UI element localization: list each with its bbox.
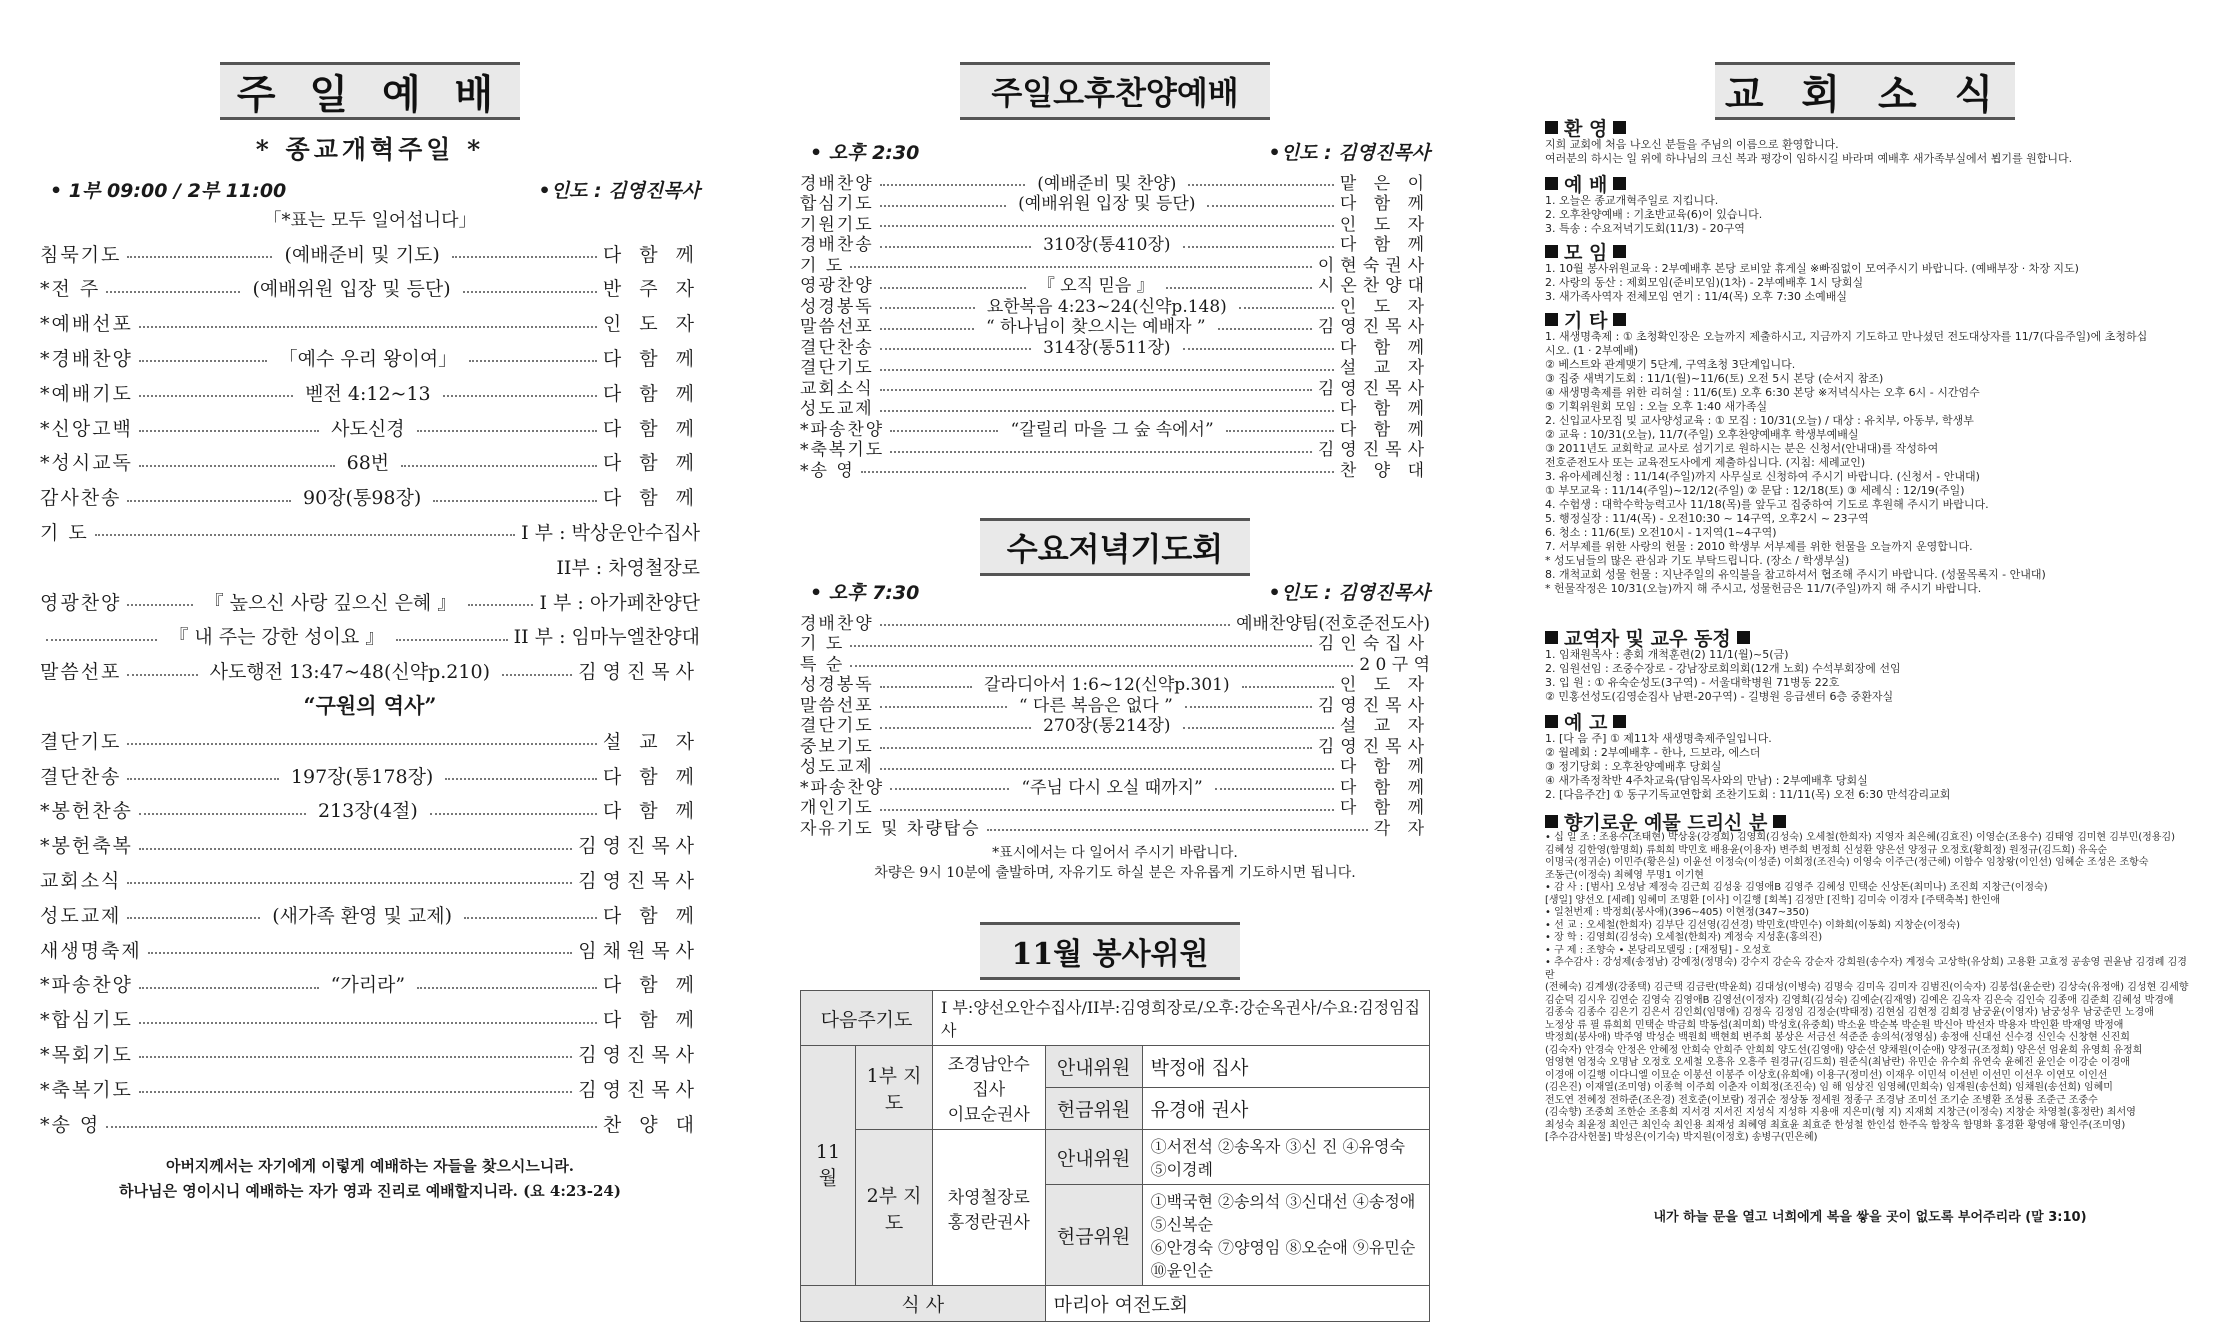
- order-label: 교회소식: [800, 378, 874, 399]
- order-performer: II 부 : 임마누엘찬양대: [513, 626, 700, 649]
- order-label: *송 영: [40, 1113, 101, 1136]
- order-performer: 다 함 께: [602, 487, 701, 510]
- dotted-leader: [417, 987, 597, 989]
- dotted-leader: [1218, 328, 1312, 330]
- order-performer: 각 자: [1373, 818, 1430, 839]
- dotted-leader: [880, 225, 1334, 227]
- order-label: 중보기도: [800, 736, 874, 757]
- church-news-title-box: [1715, 62, 2015, 120]
- order-row: [800, 631, 1430, 653]
- wednesday-time: • 오후 7:30: [810, 582, 920, 604]
- order-row: [40, 445, 700, 479]
- order-content: (새가족 환영 및 교제): [272, 904, 453, 927]
- part1-label: 1부 지도: [856, 1046, 933, 1130]
- order-row: [40, 340, 700, 374]
- part2-guide-label: 안내위원: [1045, 1130, 1142, 1185]
- order-label: *축복기도: [40, 1078, 133, 1101]
- dotted-leader: [396, 639, 507, 641]
- dotted-leader: [139, 465, 335, 467]
- order-label: 경배찬양: [800, 173, 874, 194]
- sunday-worship-title-box: [220, 62, 520, 120]
- order-label: 자유기도 및 차량탑승: [800, 818, 981, 839]
- service-time: • 1부 09:00 / 2부 11:00: [50, 180, 287, 202]
- order-row: [40, 271, 700, 305]
- order-content: (예배위원 입장 및 등단): [1018, 194, 1196, 214]
- part1-guide-label: 안내위원: [1045, 1046, 1142, 1088]
- order-row: [40, 1002, 700, 1036]
- order-label: 영광찬양: [40, 591, 122, 614]
- dotted-leader: [468, 604, 533, 606]
- order-performer: 다 함 께: [602, 800, 700, 823]
- order-row: [40, 1036, 700, 1070]
- wednesday-prayer-title-box: [980, 518, 1250, 576]
- order-row: [40, 236, 700, 270]
- afternoon-worship-column: [800, 0, 1431, 1316]
- dotted-leader: [445, 778, 597, 780]
- order-row: [40, 619, 700, 653]
- dotted-leader: [880, 184, 1026, 186]
- dotted-leader: [880, 410, 1334, 412]
- order-performer: 인 도 자: [1339, 296, 1430, 317]
- order-label: *예배선포: [40, 313, 133, 336]
- order-performer: I 부 : 아가페찬양단: [539, 591, 700, 614]
- order-performer: 인 도 자: [1339, 214, 1430, 235]
- order-performer: 임채원목사: [578, 939, 700, 962]
- part1-names: 조경남안수집사 이묘순권사: [933, 1046, 1046, 1130]
- order-performer: 반 주 자: [602, 278, 701, 301]
- order-label: *전 주: [40, 278, 101, 301]
- wednesday-prayer-title: 수요저녁기도회: [1006, 530, 1224, 568]
- order-label: 경배찬송: [800, 235, 874, 255]
- dotted-leader: [502, 674, 572, 676]
- order-content: 벧전 4:12~13: [305, 382, 431, 405]
- staff-heading: 교역자 및 교우 동정: [1545, 624, 1750, 651]
- order-performer: 인 도 자: [1339, 675, 1430, 695]
- order-label: *송 영: [800, 460, 855, 481]
- order-content: 68번: [346, 452, 390, 475]
- order-content: 『 높으신 사랑 깊으신 은혜 』: [204, 591, 457, 614]
- order-performer: 다 함 께: [602, 243, 700, 266]
- dotted-leader: [880, 205, 1006, 207]
- order-label: *파송찬양: [800, 419, 885, 440]
- dotted-leader: [139, 430, 319, 432]
- order-row: [800, 733, 1430, 755]
- dotted-leader: [890, 788, 1009, 790]
- order-content: 213장(4절): [317, 800, 418, 823]
- dotted-leader: [463, 291, 597, 293]
- dotted-leader: [139, 1091, 572, 1093]
- order-performer: 다 함 께: [602, 417, 700, 440]
- order-label: 특 순: [800, 654, 845, 675]
- part2-offering-value: ①백국현 ②송의석 ③신대선 ④송정애 ⑤신복순 ⑥안경숙 ⑦양영임 ⑧오순애 ⑨유민순 ⑩윤인순: [1142, 1185, 1429, 1286]
- order-label: *합심기도: [40, 1009, 133, 1032]
- dotted-leader: [106, 1126, 597, 1128]
- dotted-leader: [880, 706, 1007, 708]
- dotted-leader: [880, 809, 1334, 811]
- wednesday-note-1: *표시에서는 다 일어서 주시기 바랍니다.: [992, 845, 1238, 861]
- sermon-title: “구원의 역사”: [303, 693, 437, 719]
- dotted-leader: [106, 291, 240, 293]
- dotted-leader: [1183, 246, 1334, 248]
- dotted-leader: [417, 430, 597, 432]
- order-row: [800, 375, 1430, 397]
- sunday-worship-title: 주 일 예 배: [236, 70, 504, 118]
- volunteers-title: 11월 봉사위원: [1011, 937, 1209, 972]
- dotted-leader: [452, 256, 597, 258]
- dotted-leader: [139, 360, 267, 362]
- part2-names: 차영철장로 홍정란권사: [933, 1130, 1046, 1286]
- dotted-leader: [890, 451, 1312, 453]
- afternoon-worship-title: 주일오후찬양예배: [991, 74, 1239, 112]
- dotted-leader: [880, 686, 972, 688]
- church-news-title: 교 회 소 식: [1724, 70, 2006, 118]
- order-row: [40, 967, 700, 1001]
- dotted-leader: [880, 369, 1334, 371]
- order-label: 성도교제: [800, 757, 874, 777]
- order-label: 감사찬송: [40, 487, 122, 510]
- order-row: [40, 828, 700, 862]
- dotted-leader: [850, 266, 1312, 268]
- order-performer: 다 함 께: [1339, 419, 1430, 440]
- order-content: “주님 다시 오실 때까지”: [1021, 777, 1203, 798]
- order-label: 기 도: [800, 255, 845, 276]
- dotted-leader: [1166, 287, 1312, 289]
- order-performer: 김영진목사: [578, 869, 700, 892]
- order-content: 197장(통178장): [290, 765, 434, 788]
- dotted-leader: [987, 829, 1368, 831]
- part1-offering-value: 유경애 권사: [1142, 1088, 1429, 1130]
- order-label: *신앙고백: [40, 417, 133, 440]
- order-label: 성도교제: [40, 904, 122, 927]
- order-content: 310장(통410장): [1043, 235, 1171, 255]
- order-row: [40, 549, 700, 583]
- order-label: 교회소식: [40, 869, 122, 892]
- order-label: *봉헌찬송: [40, 800, 133, 823]
- order-performer: 김영진목사: [578, 1043, 700, 1066]
- order-label: *경배찬양: [40, 347, 133, 370]
- welcome-text: 지희 교회에 처음 나오신 분들을 주님의 이름으로 환영합니다. 여러분의 하시는 일 위에 하나님의 크신 복과 평강이 임하시길 바라며 예배후 새가족부실에서 뵙기를 원합니다.: [1545, 138, 2073, 165]
- order-performer: 김영진목사: [1317, 695, 1430, 716]
- order-performer: 다 함 께: [602, 347, 701, 370]
- dotted-leader: [1183, 348, 1334, 350]
- wednesday-leader: •인도 : 김영진목사: [1268, 582, 1430, 604]
- dotted-leader: [880, 389, 1312, 391]
- order-content: 90장(통98장): [303, 487, 422, 510]
- dotted-leader: [850, 665, 1353, 667]
- order-content: (예배준비 및 기도): [284, 243, 440, 266]
- order-content: 사도행전 13:47~48(신약p.210): [209, 661, 490, 684]
- order-performer: 다 함 께: [602, 452, 701, 475]
- order-content: 요한복음 4:23~24(신약p.148): [986, 296, 1227, 317]
- order-row: [40, 410, 700, 444]
- order-label: 말씀선포: [800, 317, 874, 337]
- order-row: [800, 774, 1430, 796]
- dotted-leader: [469, 360, 597, 362]
- order-performer: 김영진목사: [578, 835, 700, 858]
- order-content: “갈릴리 마을 그 숲 속에서”: [1010, 419, 1214, 440]
- order-label: *목회기도: [40, 1043, 133, 1066]
- worship-heading: 예 배: [1545, 170, 1626, 197]
- dotted-leader: [127, 778, 279, 780]
- dotted-leader: [850, 645, 1312, 647]
- order-performer: 김영진목사: [1317, 440, 1430, 460]
- order-performer: 다 함 께: [602, 904, 701, 927]
- etc-heading: 기 타: [1545, 306, 1626, 333]
- staff-text: 1. 임채원목사 : 총회 개척훈련(2) 11/1(월)~5(금) 2. 임원선임 : 조중수장로 - 강남장로회의회(12개 노회) 수석부회장에 선임 3. 입 원 : ① 유숙순성도(3구역) - 서울대학병원 71병동 22호 ② 민홍선성도(김영순집사 남편-20구역) - 길병원 응급센터 6층 중환자실: [1545, 648, 1901, 703]
- order-content: (예배위원 입장 및 등단): [252, 278, 451, 301]
- order-performer: 시온찬양대: [1317, 276, 1431, 296]
- order-label: *파송찬양: [40, 974, 133, 997]
- order-label: 영광찬양: [800, 276, 874, 296]
- order-row: [40, 1106, 700, 1140]
- gift-heading: 향기로운 예물 드리신 분: [1545, 808, 1786, 835]
- meeting-heading: 모 임: [1545, 238, 1626, 265]
- order-content: 「예수 우리 왕이여」: [278, 347, 458, 370]
- order-label: 기원기도: [800, 214, 874, 235]
- order-row: [40, 688, 700, 722]
- order-row: [40, 932, 700, 966]
- order-label: 성경봉독: [800, 296, 874, 317]
- order-performer: 맡 은 이: [1339, 173, 1430, 194]
- order-performer: 다 함 께: [1339, 337, 1430, 358]
- order-row: [800, 191, 1430, 213]
- dotted-leader: [139, 848, 572, 850]
- volunteers-title-box: [980, 922, 1240, 980]
- order-performer: II부 : 차영철장로: [556, 556, 700, 579]
- dotted-leader: [1185, 706, 1312, 708]
- order-performer: 다 함 께: [602, 382, 700, 405]
- church-news-column: [1545, 0, 2195, 1240]
- etc-text: 1. 새생명축제 : ① 초청확인장은 오늘까지 제출하시고, 지금까지 기도하고 만나셨던 전도대상자를 11/7(다음주일)에 초청하십 시오. (1 · 2부예배) ② 베스트와 관계맺기 5단계, 구역초청 3단계입니다. ③ 집중 새벽기도회 : 11/1(월)~11/6(토) 오전 5시 본당 (순서지 참조) ④ 새생명축제를 위한 리허설 : 11/6(토) 오후 6:30 본당 ※저녁식사는 오후 6시 - 시간엄수 ⑤ 기획위원회 모임 : 오늘 오후 1:40 새가족실 2. 신입교사모집 및 교사양성교육 : ① 모집 : 10/31(오늘) / 대상 : 유치부, 아동부, 학생부 ② 교육 : 10/31(오늘), 11/7(주일) 오후찬양예배후 학생부예배실 ③ 2011년도 교회학교 교사로 섬기기로 원하시는 분은 신청서(안내대)를 작성하여 전호준전도사 또는 교육전도사에게 제출하십니다. (지침: 세례교인) 3. 유아세례신청 : 11/14(주일)까지 사무실로 신청하여 주시기 바랍니다. (신청서 - 안내대) ① 부모교육 : 11/14(주일)~12/12(주일) ② 문답 : 12/18(토) ③ 세례식 : 12/19(주일) 4. 수험생 : 대학수학능력고사 11/18(목)를 앞두고 집중하여 기도로 후원해 주시기 바랍니다. 5. 행정실장 : 11/4(목) - 오전10:30 ~ 14구역, 오후2시 ~ 23구역 6. 청소 : 11/6(토) 오전10시 - 1지역(1~4구역) 7. 서부제를 위한 사랑의 헌물 : 2010 학생부 서부제를 위한 헌물을 오늘까지 운영합니다. * 성도님들의 많은 관심과 기도 부탁드립니다. (장소 / 학생부실) 8. 개척교회 성물 헌물 : 지난주일의 유익불을 참고하셔서 협조해 주시기 바랍니다. (성물목록지 - 안내대) * 헌물작정은 10/31(오늘)까지 해 주시고, 성물헌금은 11/7(주일)까지 해 주시기 바랍니다.: [1545, 330, 2148, 595]
- order-performer: 다 함 께: [1339, 757, 1430, 777]
- order-label: 결단기도: [800, 716, 874, 736]
- sunday-worship-column: [40, 0, 700, 1240]
- dotted-leader: [1188, 184, 1334, 186]
- dotted-leader: [1242, 686, 1334, 688]
- dotted-leader: [127, 674, 197, 676]
- order-label: 새생명축제: [40, 939, 142, 962]
- order-label: 개인기도: [800, 798, 874, 818]
- dotted-leader: [1239, 307, 1334, 309]
- welcome-heading: 환 영: [1545, 114, 1626, 141]
- order-content: 『 오직 믿음 』: [1037, 276, 1154, 296]
- order-performer: 김영진목사: [1317, 317, 1430, 337]
- dotted-leader: [880, 348, 1031, 350]
- order-row: [40, 723, 700, 757]
- dotted-leader: [880, 307, 975, 309]
- order-performer: 설 교 자: [1339, 716, 1430, 736]
- order-performer: 찬 양 대: [602, 1113, 700, 1136]
- order-performer: 다 함 께: [602, 974, 701, 997]
- order-performer: 다 함 께: [1339, 194, 1430, 214]
- afternoon-leader: •인도 : 김영진목사: [1268, 142, 1430, 164]
- order-performer: 김인숙집사: [1317, 634, 1430, 654]
- order-label: 결단찬송: [40, 765, 122, 788]
- gift-text: • 십 일 조 : 조용수(조태현) 박상웅(강경희) 김영희(김성숙) 오세철(한희자) 지영자 최은혜(김효진) 이영순(조용수) 김태영 김미현 김부민(정용김) 김혜성 김한영(함명희) 류희희 박민호 배용윤(이용자) 변주희 변정희 신성환 양은선 양정규 오정호(황희정) 원정규(김드희) 유옥순 이명국(정귀순) 이민주(황은실) 이윤선 이정숙(이성준) 이희정(조진숙) 이영숙 이주근(정근혜) 이함수 임창왕(이인선) 임혜순 조성은 조항숙 조동근(이정숙) 최혜영 무명1 이기현 • 감 사 : [범사] 오성남 제정숙 김근희 김성웅 김영애B 김영주 김혜성 민택순 신상돈(최미나) 조진희 지창근(이정숙) [생일] 양선오 [세례] 임혜미 조명환 [이사] 이길행 [회복] 김정만 [진학] 김미숙 이경자 [주택축복] 한인애 • 일천번제 : 박정희(봉사애)(396~405) 이현정(347~350) • 선 교 : 오세철(한희자) 김부단 김선영(김선경) 박민호(박민수) 이화희(이동희) 지창순(이정숙) • 장 학 : 김영희(김성숙) 오세철(한희자) 계정숙 지성훈(홍의진) • 구 제 : 조향숙 • 본당리모델링 : [재정팀] - 오성호 • 추수감사 : 강성제(송정남) 강예정(정명숙) 강수지 강순옥 강순자 강희원(송수자) 계정숙 고상학(유상희) 고용환 고효정 공송영 권윤남 김경례 김경란 (전혜숙) 김계생(강종택) 김근택 김금란(박윤희) 김대성(이병숙) 김명숙 김미옥 김미자 김범진(이숙자) 김봉섭(윤순란) 김상숙(유정애) 김성현 김세향 김순덕 김시우 김연순 김영숙 김영애B 김영선(이정자) 김영희(김성숙) 김예순(김재영) 김예은 김옥자 김은숙 김인숙 김종애 김준희 김혜성 박경애 김종숙 김종수 김은기 김은서 김인희(임명애) 김정옥 김정임 김정순(박태정) 김현심 김현정 김희경 남궁윤(이영자) 남궁성우 남궁준민 노경애 노정상 류 필 류희희 민택순 박금희 박동섭(최미희) 박성호(유중희) 박소윤 박순복 박순원 박신아 박선자 박용자 박인환 박재영 박정애 박정희(봉사애) 박주영 박성순 백원희 백현희 변주희 봉상은 서금선 석준준 송의석(정영심) 송정애 신대선 신수경 신인숙 신창현 신진희 (김숙자) 안경숙 안정은 안혜정 안희숙 안희주 안희희 양도선(김영애) 양순선 양채원(이순애) 양정규(조정희) 양은선 엄윤희 유영희 유정희 엄영현 엄정숙 오명남 오정호 오세철 오흥유 오흥주 원경규(김드희) 원준식(최남란) 유민순 유수희 유연숙 윤혜진 윤인순 이강순 이경애 이경애 이길행 이다니엘 이묘순 이봉선 이봉주 이상호(유희애) 이용구(정미선) 이재우 이민석 이선빈 이선민 이선우 이연모 이인선 (김은진) 이재열(조미영) 이종혁 이주희 이춘자 이희정(조진숙) 임 해 임상진 임영혜(민희숙) 임재원(송선희) 임채원(송선희) 임혜미 전도연 전혜정 전하준(조은경) 전호준(이보람) 정귀순 정상동 정세원 정종구 조경남 조미선 조기순 조병환 조성룡 조준근 조중수 (김숙향) 조중희 조한순 조흥희 지서경 지서진 지성식 지성하 지용애 지은미(형 지) 지재희 지창근(이정숙) 지창순 차영철(홍정란) 최서영 최성숙 최윤정 최인근 최인숙 최인용 최재성 최혜영 최효윤 최효준 한성철 한인섭 한주옥 함창옥 함명화 홍경환 황영애 황인주(조미영) [추수감사헌물] 박성은(이기숙) 박지원(이정호) 송병구(민은혜): [1545, 832, 2189, 1143]
- order-label: 성도교제: [800, 399, 874, 419]
- next-prayer-value: I 부:양선오안수집사/II부:김영희장로/오후:강순옥권사/수요:김정임집사: [933, 991, 1430, 1046]
- order-label: *예배기도: [40, 382, 133, 405]
- part2-guide-value: ①서전석 ②송옥자 ③신 진 ④유영숙 ⑤이경례: [1142, 1130, 1429, 1185]
- dotted-leader: [139, 813, 306, 815]
- notice-text: 1. [다 음 주] ① 제11차 새생명축제주일입니다. ② 월례회 : 2부예배후 - 한나, 드보라, 에스더 ③ 정기당회 : 오후찬양예배후 당회실 ④ 새가족정착반 4주차교육(담임목사와의 만남) : 2부예배후 당회실 2. [다음주간] ① 동구기독교연합회 조찬기도회 : 11/11(목) 오전 6:30 만석감리교회: [1545, 732, 1951, 801]
- order-row: [40, 897, 700, 931]
- dotted-leader: [1183, 727, 1334, 729]
- order-performer: 2 0 구 역: [1359, 654, 1430, 675]
- volunteers-table: [800, 990, 1430, 1322]
- afternoon-time: • 오후 2:30: [810, 142, 920, 164]
- dotted-leader: [890, 430, 998, 432]
- order-row: [800, 457, 1430, 479]
- meal-label: 식 사: [801, 1286, 1046, 1322]
- order-row: [40, 306, 700, 340]
- order-performer: 인 도 자: [602, 313, 700, 336]
- dotted-leader: [139, 395, 293, 397]
- order-performer: 찬 양 대: [1339, 460, 1430, 481]
- next-prayer-label: 다음주기도: [801, 991, 933, 1046]
- order-performer: I 부 : 박상운안수집사: [521, 521, 700, 544]
- order-performer: 예배찬양팀(전호준전도사): [1236, 613, 1430, 634]
- part1-offering-label: 헌금위원: [1045, 1088, 1142, 1130]
- dotted-leader: [1207, 205, 1333, 207]
- order-row: [40, 758, 700, 792]
- dotted-leader: [880, 624, 1230, 626]
- order-label: 말씀선포: [800, 695, 874, 716]
- service-leader: •인도 : 김영진목사: [538, 180, 700, 202]
- wednesday-note-2: 차량은 9시 10분에 출발하며, 자유기도 하실 분은 자유롭게 기도하시면 됩니다.: [874, 865, 1356, 881]
- malachi-verse: 내가 하늘 문을 열고 너희에게 복을 쌓을 곳이 없도록 부어주리라 (말 3:10): [1653, 1210, 2087, 1225]
- dotted-leader: [139, 1056, 572, 1058]
- order-row: [40, 514, 700, 548]
- part2-offering-label: 헌금위원: [1045, 1185, 1142, 1286]
- dotted-leader: [880, 287, 1026, 289]
- dotted-leader: [127, 500, 291, 502]
- dotted-leader: [139, 1022, 597, 1024]
- stand-note: 「*표는 모두 일어섭니다」: [263, 210, 477, 231]
- dotted-leader: [127, 743, 596, 745]
- part1-guide-value: 박정애 집사: [1142, 1046, 1429, 1088]
- dotted-leader: [127, 882, 572, 884]
- order-row: [40, 480, 700, 514]
- order-performer: 다 함 께: [1339, 235, 1430, 255]
- order-content: “ 다른 복음은 없다 ”: [1018, 695, 1173, 716]
- closing-verse-line2: 하나님은 영이시니 예배하는 자가 영과 진리로 예배할지니라. (요 4:23-24): [119, 1182, 621, 1200]
- dotted-leader: [443, 395, 597, 397]
- order-label: 합심기도: [800, 194, 874, 214]
- order-performer: 다 함 께: [1339, 798, 1430, 818]
- order-performer: 다 함 께: [1339, 777, 1430, 798]
- order-content: 314장(통511장): [1043, 337, 1171, 358]
- order-performer: 설 교 자: [1339, 358, 1430, 378]
- order-label: 경배찬양: [800, 613, 874, 634]
- order-label: 침묵기도: [40, 243, 122, 266]
- order-label: *파송찬양: [800, 777, 885, 798]
- order-row: [40, 1071, 700, 1105]
- order-content: “ 하나님이 찾으시는 예배자 ”: [985, 317, 1206, 337]
- order-row: [800, 334, 1430, 356]
- order-performer: 다 함 께: [1339, 399, 1430, 419]
- order-label: 성경봉독: [800, 675, 874, 695]
- dotted-leader: [127, 256, 272, 258]
- worship-text: 1. 오늘은 종교개혁주일로 지킵니다. 2. 오후찬양예배 : 기초반교육(6)이 있습니다. 3. 특송 : 수요저녁기도회(11/3) - 20구역: [1545, 194, 1763, 235]
- order-performer: 김영진목사: [578, 1078, 700, 1101]
- dotted-leader: [1215, 788, 1334, 790]
- dotted-leader: [401, 465, 597, 467]
- month-label: 11월: [801, 1046, 856, 1286]
- order-content: (예배준비 및 찬양): [1037, 173, 1177, 194]
- order-content: 『 내 주는 강한 성이요 』: [169, 626, 385, 649]
- order-performer: 이현숙권사: [1317, 255, 1430, 276]
- order-label: 결단기도: [40, 730, 122, 753]
- order-row: [800, 815, 1430, 837]
- order-performer: 다 함 께: [602, 765, 700, 788]
- order-row: [40, 584, 700, 618]
- reformation-sunday-subtitle: * 종교개혁주일 *: [255, 135, 485, 164]
- order-label: 결단찬송: [800, 337, 874, 358]
- order-content: 270장(통214장): [1043, 716, 1171, 736]
- order-content: “가리라”: [330, 974, 406, 997]
- dotted-leader: [95, 534, 515, 536]
- dotted-leader: [433, 500, 597, 502]
- dotted-leader: [127, 917, 260, 919]
- dotted-leader: [139, 987, 319, 989]
- dotted-leader: [127, 604, 192, 606]
- dotted-leader: [1226, 430, 1334, 432]
- order-performer: 김영진목사: [578, 661, 701, 684]
- notice-heading: 예 고: [1545, 708, 1626, 735]
- order-label: 말씀선포: [40, 661, 122, 684]
- closing-verse-line1: 아버지께서는 자기에게 이렇게 예배하는 자들을 찾으시느니라.: [165, 1157, 575, 1175]
- dotted-leader: [861, 471, 1334, 473]
- dotted-leader: [880, 246, 1031, 248]
- order-performer: 김영진목사: [1317, 736, 1430, 757]
- order-label: 결단기도: [800, 358, 874, 378]
- afternoon-worship-title-box: [960, 62, 1270, 120]
- order-label: *봉헌축복: [40, 835, 133, 858]
- dotted-leader: [880, 768, 1334, 770]
- order-content: 사도신경: [331, 417, 405, 440]
- order-row: [40, 375, 700, 409]
- dotted-leader: [430, 813, 597, 815]
- dotted-leader: [464, 917, 597, 919]
- dotted-leader: [880, 328, 974, 330]
- order-row: [800, 437, 1430, 459]
- order-label: 기 도: [40, 521, 89, 544]
- order-label: 기 도: [800, 634, 845, 654]
- order-label: *축복기도: [800, 440, 885, 460]
- order-performer: 다 함 께: [602, 1009, 700, 1032]
- order-performer: 설 교 자: [602, 730, 700, 753]
- dotted-leader: [148, 952, 572, 954]
- dotted-leader: [880, 727, 1031, 729]
- part2-label: 2부 지도: [856, 1130, 933, 1286]
- meeting-text: 1. 10월 봉사위원교육 : 2부예배후 본당 로비앞 휴게실 ※빠짐없이 모여주시기 바랍니다. (예배부장 · 차장 지도) 2. 사랑의 동산 : 제회모임(준비모임)(1차) - 2부예배후 1시 당회실 3. 새가족사역자 전체모임 연기 : 11/4(목) 오후 7:30 소예배실: [1545, 262, 2079, 303]
- dotted-leader: [880, 747, 1312, 749]
- order-row: [40, 793, 700, 827]
- order-row: [40, 654, 700, 688]
- meal-value: 마리아 여전도회: [1045, 1286, 1429, 1322]
- order-row: [40, 862, 700, 896]
- order-content: 갈라디아서 1:6~12(신약p.301): [984, 675, 1230, 695]
- dotted-leader: [139, 326, 597, 328]
- order-performer: 김영진목사: [1317, 378, 1430, 399]
- dotted-leader: [46, 639, 157, 641]
- order-label: *성시교독: [40, 452, 133, 475]
